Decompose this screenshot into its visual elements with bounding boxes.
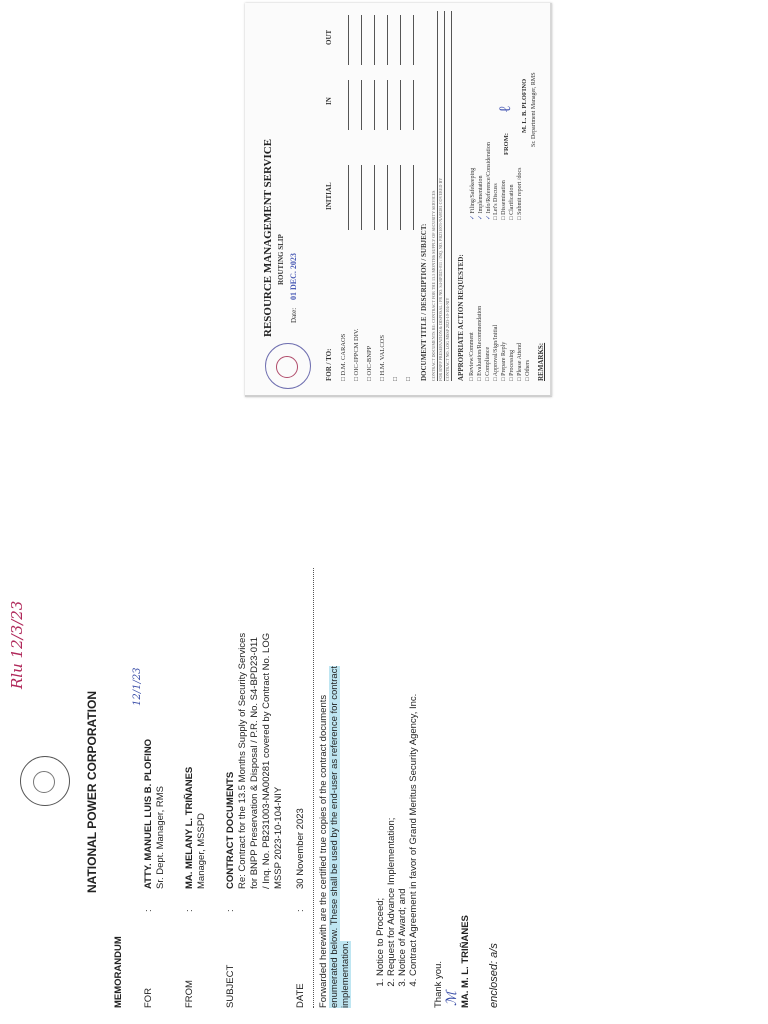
from-title: Manager, MSSPD (196, 812, 207, 889)
handwritten-date: 12/1/23 (132, 667, 143, 706)
action-option: Submit report /docs (517, 167, 523, 215)
slip-title: RESOURCE MANAGEMENT SERVICE (262, 138, 274, 337)
action-option: Processing (509, 349, 515, 376)
colon: : (295, 909, 306, 912)
action-option: Review/Comment (469, 332, 475, 376)
slip-recipient-row: □ OIC-BNPP (366, 345, 373, 381)
closing-text: Thank you. (433, 961, 444, 1008)
check-mark-icon: ✓ (486, 214, 492, 220)
action-checkbox-row: □ Approval/Sign/Initial (493, 324, 499, 381)
slip-document-title-label: DOCUMENT TITLE / DESCRIPTION / SUBJECT: (420, 223, 428, 381)
action-option: Dissemination (501, 180, 507, 215)
from-name: MA. MELANY L. TRIÑANES (184, 766, 195, 889)
slip-document-title-line: CONTRACT NO. LOG MSSP 2023-10-104-NIY (445, 297, 450, 381)
action-checkbox-row: □ Processing (509, 349, 515, 381)
slip-remarks-label: REMARKS: (537, 342, 545, 381)
action-option: Evaluation/Recommendation (477, 305, 483, 376)
action-option: Clarification (509, 184, 515, 215)
date-label: DATE (295, 983, 306, 1008)
highlighted-text: enumerated below. These shall be used by the end-user as reference for contract (329, 665, 340, 1008)
npc-seal-icon (265, 343, 311, 389)
memorandum-content (0, 560, 768, 1024)
slip-recipient-row: □ (392, 377, 399, 381)
subject-value (225, 633, 285, 889)
for-title: Sr. Dept. Manager, RMS (155, 786, 166, 889)
initial-line (348, 165, 349, 230)
in-line (387, 80, 388, 130)
handwritten-note: Rlu 12/3/23 (8, 600, 26, 689)
in-line (413, 80, 414, 130)
action-checkbox-row: □ Dissemination (501, 180, 507, 220)
slip-date-stamp: 01 DEC. 2023 (289, 253, 298, 300)
colon: : (225, 909, 236, 912)
subject-title: CONTRACT DOCUMENTS (225, 771, 236, 889)
action-option: Approval/Sign/Initial (493, 324, 499, 377)
list-item: 1. Notice to Proceed; (375, 694, 386, 976)
subject-line: / Inq. No. PB231003-NA00281 covered by Contract No. LOG (261, 632, 272, 889)
action-checkbox-row (477, 175, 484, 220)
slip-recipient: D.M. CARAOS (340, 333, 347, 376)
enclosure-list (375, 694, 419, 990)
body-line (340, 572, 351, 1008)
check-mark-icon: ✓ (478, 214, 484, 220)
out-line (400, 15, 401, 65)
action-option: Please Attend (517, 343, 523, 376)
out-line (348, 15, 349, 65)
slip-date-label: Date: (290, 307, 298, 323)
action-option: Let's Discuss (493, 183, 499, 215)
action-checkbox-row: □ Compliance (485, 346, 491, 381)
for-value (143, 739, 167, 889)
action-checkbox-row: □ Others (525, 359, 531, 381)
routing-slip-content (245, 3, 550, 395)
slip-recipient-row: □ H.M. VALCOS (379, 335, 386, 381)
slip-recipient-row: □ (405, 377, 412, 381)
slip-document-title-line: CONTRACT DOCUMENTS RE: CONTRACT FOR THE 13.5 MONTHS SUPPLY OF SECURITY SERVICES (431, 190, 436, 381)
enclosed-note: enclosed: a/s (488, 943, 500, 1008)
out-line (361, 15, 362, 65)
slip-recipient: H.M. VALCOS (379, 335, 386, 376)
slip-col-out: OUT (325, 29, 333, 45)
action-option: Filing/Safekeeping (470, 167, 476, 214)
slip-recipient-row: □ D.M. CARAOS (340, 333, 347, 381)
highlighted-text: implementation. (340, 940, 351, 1008)
signatory-name: MA. M. L. TRIÑANES (460, 915, 471, 1008)
dotted-divider (313, 568, 314, 1008)
action-option: Implementation (478, 175, 484, 214)
action-checkbox-row: □ Submit report /docs (517, 167, 523, 220)
slip-for-to-label: FOR / TO: (325, 348, 333, 381)
action-option: Info/Reference/Consideration (486, 142, 492, 214)
slip-actions-label: APPROPRIATE ACTION REQUESTED: (457, 254, 465, 381)
date-value: 30 November 2023 (295, 808, 306, 889)
list-item: 4. Contract Agreement in favor of Grand Meritus Security Agency, Inc. (408, 694, 419, 976)
initial-line (387, 165, 388, 230)
memorandum (0, 560, 768, 1024)
for-name: ATTY. MANUEL LUIS B. PLOFINO (143, 738, 154, 889)
check-mark-icon: ✓ (470, 214, 476, 220)
npc-seal-icon (20, 756, 70, 806)
initial-line (413, 165, 414, 230)
action-checkbox-row (485, 142, 492, 220)
out-line (374, 15, 375, 65)
out-line (387, 15, 388, 65)
in-line (348, 80, 349, 130)
company-name: NATIONAL POWER CORPORATION (85, 691, 99, 893)
slip-from-name: M. L. B. PLOFINO (521, 78, 528, 133)
slip-col-in: IN (325, 97, 333, 105)
from-value (184, 767, 208, 889)
body-line (318, 572, 329, 1008)
initial-line (374, 165, 375, 230)
subject-line: Re: Contract for the 13.5 Months Supply of Security Services (237, 632, 248, 889)
doc-title-rule (444, 11, 445, 381)
action-option: Compliance (485, 346, 491, 376)
in-line (400, 80, 401, 130)
colon: : (143, 909, 154, 912)
initial-line (361, 165, 362, 230)
slip-document-title-line: FOR BNPP PRESERVATION & DISPOSAL / PR NO. S4-BPD23-011 / INQ. NO. PB231003-NA00281 COVERED BY (438, 177, 443, 381)
action-checkbox-row: □ Evaluation/Recommendation (477, 305, 483, 381)
list-item: 2. Request for Advance Implementation; (386, 694, 397, 976)
colon: : (184, 909, 195, 912)
action-checkbox-row: □ Please Attend (517, 343, 523, 381)
slip-from-title: Sr. Department Manager, RMS (531, 72, 537, 147)
signature-mark: ℳ (444, 991, 460, 1006)
memo-type: MEMORANDUM (113, 936, 124, 1008)
doc-title-rule (437, 11, 438, 381)
action-option: Prepare Reply (501, 341, 507, 376)
action-checkbox-row: □ Prepare Reply (501, 341, 507, 381)
memo-body (318, 572, 351, 1008)
slip-subtitle: ROUTING SLIP (277, 234, 285, 285)
slip-recipient-row: □ OIC-IPPCM DIV. (353, 328, 360, 381)
initial-line (400, 165, 401, 230)
slip-recipient: OIC-BNPP (366, 345, 373, 376)
list-item: 3. Notice of Award; and (397, 694, 408, 976)
action-checkbox-row: □ Review/Comment (469, 332, 475, 381)
signature-mark: ℓ (495, 105, 514, 113)
action-checkbox-row: □ Let's Discuss (493, 183, 499, 220)
body-text: Forwarded herewith are the certified true copies of the contract documents (318, 694, 329, 1008)
doc-title-rule (451, 11, 452, 381)
slip-from-label: FROM: (503, 132, 510, 155)
slip-col-initial: INITIAL (325, 182, 333, 210)
body-line (329, 572, 340, 1008)
action-checkbox-row: □ Clarification (509, 184, 515, 220)
action-checkbox-row (469, 168, 476, 220)
routing-slip (245, 3, 552, 397)
for-label: FOR (143, 987, 154, 1008)
action-option: Others (525, 359, 531, 376)
out-line (413, 15, 414, 65)
subject-line: for BNPP Preservation & Disposal / P.R. No. S4-BPD23-011 (249, 637, 260, 889)
subject-label: SUBJECT (225, 964, 236, 1008)
in-line (361, 80, 362, 130)
from-label: FROM (184, 980, 195, 1008)
slip-recipient: OIC-IPPCM DIV. (353, 328, 360, 376)
in-line (374, 80, 375, 130)
subject-line: MSSP 2023-10-104-NIY (273, 786, 284, 889)
